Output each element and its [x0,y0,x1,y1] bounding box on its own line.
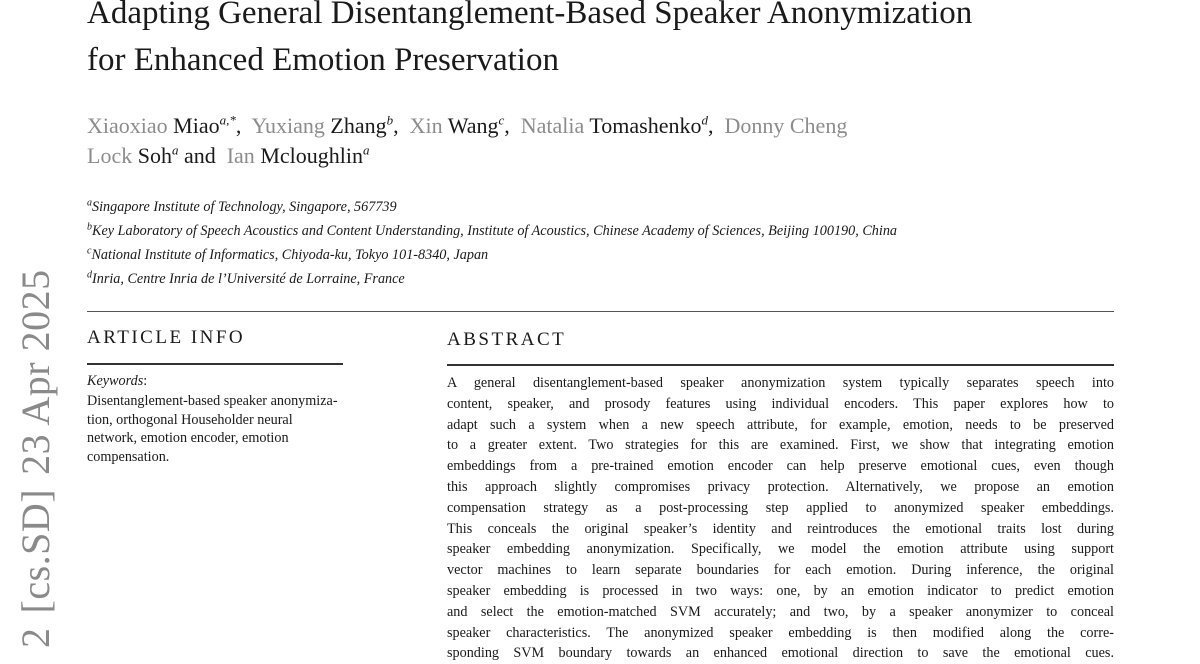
author-given-name: Donny Cheng [724,113,848,138]
article-info-rule [87,363,343,365]
abstract-line: vector machines to learn separate boundaries for each emotion. During inference, the original [447,562,1114,579]
article-info-heading: ARTICLE INFO [87,327,246,348]
author-line-1: Xiaoxiao Miao$^{a,*}$, Yuxiang Zhang$^b$, Xin Wang$^c$, Natalia Tomashenko$^d$, Donny Cheng [87,112,848,138]
abstract-line: to a greater extent. Two strategies for this are examined. First, we show that integrating emotion [447,437,1114,454]
author-affil-mark: d [701,112,708,128]
author-given-name: Yuxiang [251,113,325,138]
abstract-line: adapt such a system when a new speech attribute, for example, emotion, needs to be preserved [447,416,1114,433]
abstract-line: this approach slightly compromises privacy protection. Alternatively, we propose an emotion [447,478,1114,495]
arxiv-category: [cs.SD] [13,488,58,614]
keywords-text [87,392,402,466]
arxiv-number: 2 [13,627,58,648]
abstract-line: speaker embedding anonymization. Specifically, we model the emotion attribute using support [447,541,1114,558]
abstract-line: sponding SVM boundary towards an enhanced emotional direction to save the emotional cues. [447,645,1114,662]
affiliation-mark: d [87,269,92,281]
author-family-name: Mcloughlin [260,143,363,168]
keywords-line: compensation. [87,448,170,465]
author-family-name: Wang [447,113,499,138]
author-affil-mark: a [171,142,179,158]
affiliation-text: Inria, Centre Inria de l’Université de Lorraine, France [92,271,405,287]
affiliation-text: National Institute of Informatics, Chiyoda-ku, Tokyo 101-8340, Japan [91,247,489,263]
abstract-line: and select the emotion-matched SVM accurately; and two, by a speaker anonymizer to conceal [447,603,1114,620]
affiliation-item [87,267,1107,291]
affiliation-item [87,243,1107,267]
paper-title [87,0,1147,84]
author-given-name: Natalia [520,113,585,138]
keywords-label: Keywords: [87,373,148,389]
header-divider [87,311,1114,312]
abstract-line: speaker characteristics. The anonymized speaker embedding is then modified along the corre- [447,624,1114,641]
author-family-name: Zhang [330,113,387,138]
author-affil-mark: a [362,142,370,158]
author-affil-mark: a,* [219,112,236,128]
abstract-line: content, speaker, and prosody features using individual encoders. This paper explores how to [447,395,1114,412]
author-list [87,111,1047,171]
author-affil-mark: c [498,112,505,128]
abstract-line: A general disentanglement-based speaker anonymization system typically separates speech into [447,375,1114,391]
author-given-name: Xiaoxiao [87,113,168,138]
affiliation-list [87,195,1107,291]
abstract-line: This conceals the original speaker’s identity and reintroduces the emotional traits lost during [447,520,1114,537]
arxiv-date: 23 Apr 2025 [13,269,58,475]
abstract-line: compensation strategy as a post-processing step applied to anonymized speaker embeddings. [447,499,1114,516]
author-line-2 [87,141,1047,171]
affiliation-mark: a [87,197,92,209]
affiliation-text: Key Laboratory of Speech Acoustics and Content Understanding, Institute of Acoustics, Chinese Academy of Sciences, Beijing 100190, China [92,223,898,239]
author-conjunction: and [183,143,216,168]
author-given-name: Xin [409,113,443,138]
abstract-rule [447,364,1114,366]
abstract-heading: ABSTRACT [447,329,567,350]
abstract-line: embeddings from a pre-trained emotion encoder can help preserve emotional cues, even though [447,458,1114,475]
keywords-label-text: Keywords [87,373,144,389]
author-affil-mark: b [386,112,394,128]
author-family-name: Soh [137,143,172,168]
affiliation-mark: c [87,245,92,257]
keywords-line: tion, orthogonal Householder neural [87,411,293,428]
keywords-line: network, emotion encoder, emotion [87,430,289,446]
abstract-body [447,373,1114,664]
author-family-name: Tomashenko [589,113,702,138]
keywords-line: Disentanglement-based speaker anonymiza- [87,393,338,409]
affiliation-item [87,219,1107,243]
arxiv-identifier-stamp [12,255,59,648]
affiliation-mark: b [87,221,92,233]
author-given-name: Lock [87,143,133,168]
abstract-line: speaker embedding is processed in two ways: one, by an emotion indicator to predict emotion [447,582,1114,599]
title-line: for Enhanced Emotion Preservation [87,42,559,78]
affiliation-text: Singapore Institute of Technology, Singapore, 567739 [92,199,397,215]
title-line: Adapting General Disentanglement-Based Speaker Anonymization [87,0,973,31]
author-family-name: Miao [173,113,220,138]
author-given-name: Ian [226,143,255,168]
affiliation-item [87,195,1107,219]
